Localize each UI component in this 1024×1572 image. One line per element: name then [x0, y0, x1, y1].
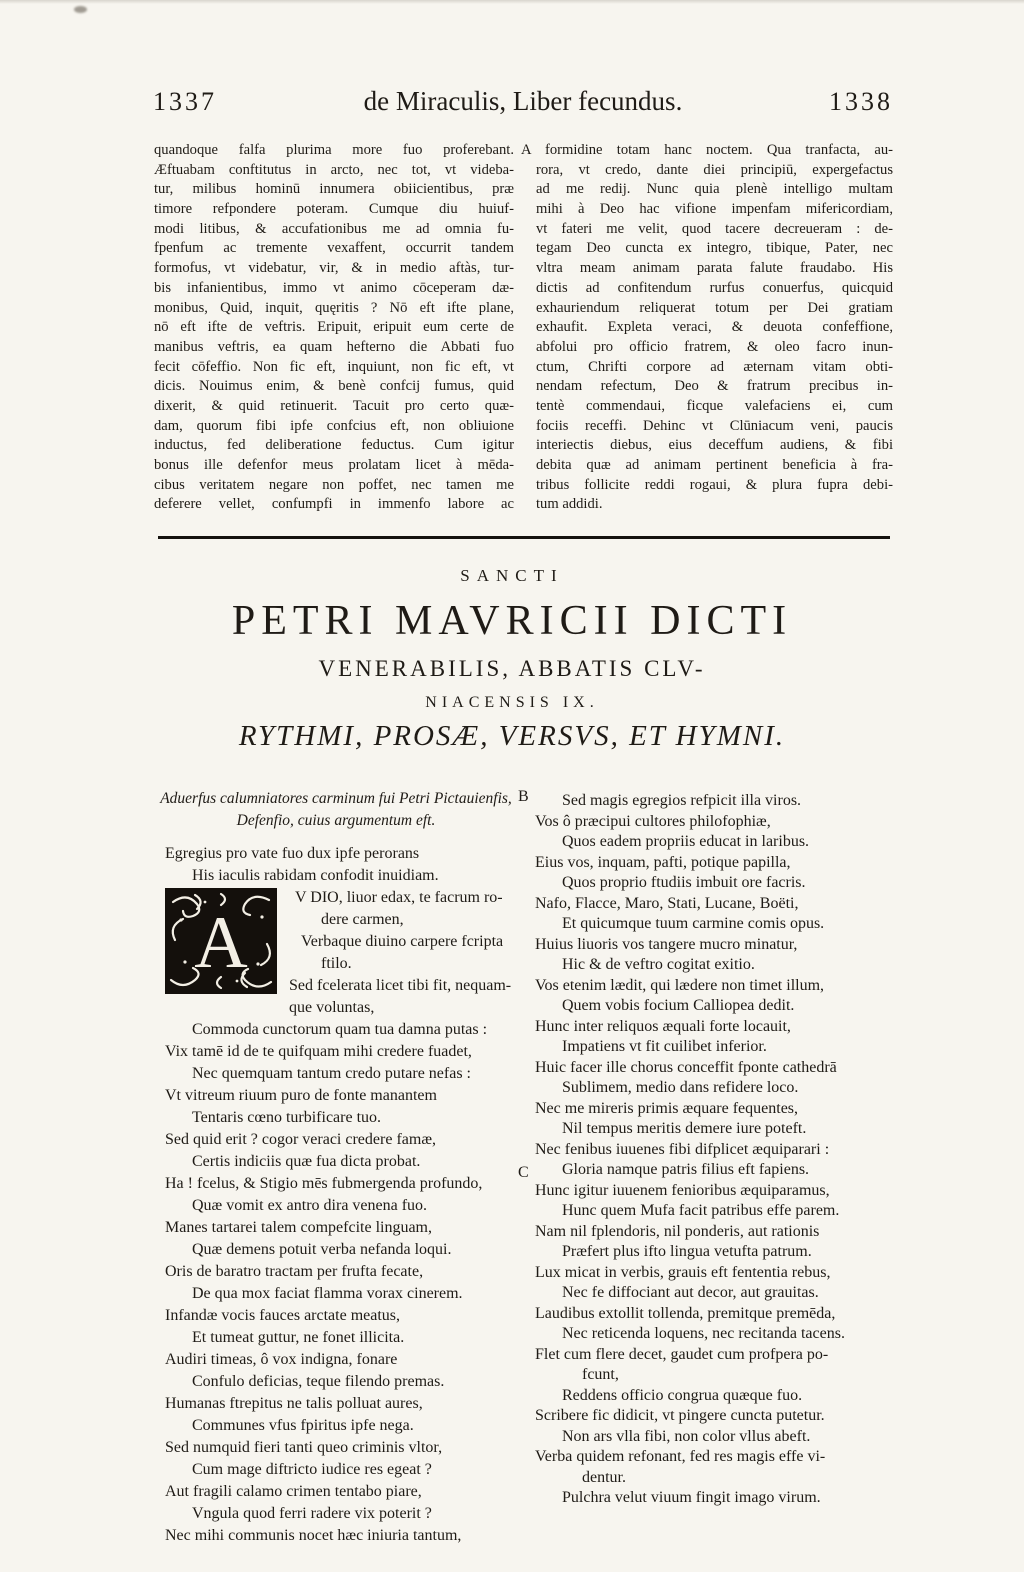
prose-line: tum addidi. [536, 496, 603, 513]
verse-line: Aut fragili calamo crimen tentabo piare, [165, 1483, 422, 1500]
poem-heading-line2: Defenfio, cuius argumentum eft. [236, 811, 436, 829]
scan-edge-shadow [0, 0, 1024, 4]
prose-column-right [521, 141, 893, 515]
verse-line: V DIO, liuor edax, te facrum ro- [295, 889, 503, 906]
verse-line: Sed fcelerata licet tibi fit, nequam- [289, 977, 512, 994]
verse-line: Quos proprio ftudiis imbuit ore facris. [562, 874, 806, 891]
verse-line: Huius liuoris vos tangere mucro minatur, [535, 935, 798, 953]
verse-line: Vt vitreum riuum puro de fonte manantem [165, 1087, 437, 1104]
prose-line: vt fateri me velit, quod tacere decreueram : de- [536, 220, 893, 237]
verse-line: Sublimem, medio dans refidere loco. [562, 1079, 799, 1096]
prose-line: monibus, Quid, inquit, quęritis ? Nō eft ifte plane, [154, 299, 514, 316]
verse-line: Vngula quod ferri radere vix poterit ? [192, 1505, 432, 1522]
section-divider-rule [158, 536, 890, 539]
prose-line: mihi à Deo hac vifione impenfam mifericordiam, [536, 201, 893, 218]
verse-line: ftilo. [321, 955, 352, 972]
verse-line: Pulchra velut viuum fingit imago virum. [562, 1489, 821, 1506]
verse-line: Vix tamē id de te quifquam mihi credere fuadet, [165, 1043, 472, 1060]
verse-line: Verba quidem refonant, fed res magis effe vi- [535, 1448, 826, 1465]
verse-line: Vos ô præcipui cultores philofophiæ, [535, 812, 771, 830]
verse-line: Commoda cunctorum quam tua damna putas : [192, 1021, 488, 1038]
verse-line: Non ars vlla fibi, non color vllus abeft. [562, 1427, 811, 1445]
prose-line: abfolui pro officio fratrem, & oleo facro inun- [536, 338, 893, 355]
verse-line: Nec reticenda loquens, nec recitanda tacens. [562, 1325, 845, 1342]
section-subtitle-italic: RYTHMI, PROSÆ, VERSVS, ET HYMNI. [238, 720, 786, 752]
prose-line: nendam refectum, Deo & fratrum precibus in- [536, 378, 893, 395]
verse-line: Flet cum flere decet, gaudet cum profpera po- [535, 1345, 829, 1363]
prose-line: formofus, vt videbatur, vir, & in medio aftàs, tur- [154, 260, 514, 277]
prose-line: tentè commendaui, ficque valefaciens ei, cum [536, 397, 893, 414]
prose-line: nō eft ifte de veftris. Eripuit, eripuit eum certe de [154, 319, 514, 336]
prose-line: dixerit, & quid retinuerit. Tacuit pro certo quæ- [154, 397, 514, 414]
verse-line: Scribere fic didicit, vt pingere cuncta putetur. [535, 1407, 825, 1424]
ornamental-initial-icon [165, 888, 277, 994]
prose-line: vltra meam animam parata falute fraudabo. His [536, 260, 893, 277]
prose-line: A formidine totam hanc noctem. Qua tranfacta, au- [521, 142, 893, 158]
prose-line: bonus ille defenfor meus prolatam licet à mēda- [154, 457, 514, 473]
verse-line: Vos etenim lædit, qui lædere non timet illum, [535, 976, 825, 994]
running-title: de Miraculis, Liber fecundus. [363, 86, 683, 116]
scan-artifact [74, 6, 87, 13]
prose-line: rora, vt credo, dante diei principiū, expergefactus [536, 161, 893, 178]
running-head [153, 86, 893, 117]
prose-line: fecit cōfeffio. Non fic eft, inquiunt, non fic eft, vt [154, 358, 514, 375]
prose-line: fpenfum ac tremente vexaffent, occurrit tandem [154, 240, 514, 257]
prose-line: modi litibus, & accufationibus me ad omnia fu- [154, 220, 514, 237]
prose-line: Æftuabam conftitutus in arcto, nec tot, vt videba- [154, 161, 514, 178]
verse-line: Communes vfus fpiritus ipfe nega. [192, 1417, 414, 1434]
prose-line: ad me redij. Nunc quia plenè intelligo multam [536, 181, 893, 198]
verse-line: Et quicumque tuum carmine comis opus. [562, 915, 825, 932]
verse-line: Et tumeat guttur, ne fonet illicita. [192, 1329, 405, 1346]
section-title-sub1: VENERABILIS, ABBATIS CLV- [318, 656, 706, 681]
prose-line: manibus veftris, ea quam hefterno die Abbati fuo [154, 338, 514, 355]
verse-line: Hic & de veftro cogitat exitio. [562, 956, 755, 973]
verse-line: Laudibus extollit tollenda, premitque premēda, [535, 1304, 836, 1322]
prose-line: tur, milibus hominū innumera obiicientibus, præ [154, 181, 514, 198]
verse-line: Præfert plus ifto lingua vetufta patrum. [562, 1243, 812, 1260]
verse-line: Tentaris cœno turbificare tuo. [192, 1109, 382, 1126]
verse-line: Nil tempus meritis demere iure poteft. [562, 1120, 807, 1137]
verse-line: fcunt, [582, 1366, 619, 1383]
section-title-sub2: NIACENSIS IX. [425, 694, 599, 711]
prose-line: dictis ad confitendum rurfus conuerfus, quicquid [536, 279, 893, 296]
prose-line: dicis. Nouimus enim, & benè confcij fumus, quid [154, 378, 514, 395]
verse-line: Nafo, Flacce, Maro, Stati, Lucane, Boëti, [535, 894, 799, 912]
verse-line: Audiri timeas, ô vox indigna, fonare [165, 1351, 398, 1368]
verse-column-right [535, 791, 895, 1509]
verse-line: Nec mihi communis nocet hæc iniuria tantum, [165, 1527, 462, 1544]
verse-line: Ha ! fcelus, & Stigio mēs fubmergenda profundo, [165, 1175, 483, 1192]
prose-line: cibus veritatem negare non poffet, nec tamen me [154, 476, 514, 493]
verse-line: Hunc igitur iuuenem fenioribus æquiparamus, [535, 1181, 830, 1199]
prose-line: exhaufit. Expleta veraci, & deuota confeffione, [536, 319, 893, 336]
verse-line: Sed numquid fieri tanti queo criminis vltor, [165, 1439, 443, 1456]
verse-line: Nec quemquam tantum credo putare nefas : [192, 1065, 471, 1082]
verse-line: Sed magis egregios refpicit illa viros. [562, 792, 802, 809]
verse-line: Hunc quem Mufa facit patribus effe parem. [562, 1202, 840, 1219]
prose-line: tribus follicite reddi rogaui, & plura fupra debi- [536, 476, 893, 493]
verse-line: De qua mox faciat flamma vorax cinerem. [192, 1285, 463, 1302]
prose-line: quandoque falfa plurima more fuo proferebant. [154, 142, 514, 158]
verse-line: Nec fenibus iuuenes fibi difplicet æquiparari : [535, 1140, 830, 1158]
verse-line: Nam nil fplendoris, nil ponderis, aut rationis [535, 1222, 820, 1240]
verse-line: Gloria namque patris filius eft fapiens. [562, 1161, 810, 1178]
poem-heading [150, 788, 522, 831]
folio-number-left: 1337 [153, 87, 217, 116]
poem-heading-line1: Aduerfus calumniatores carminum fui Petri Pictauienfis, [160, 790, 512, 807]
verse-line: Quæ demens potuit verba nefanda loqui. [192, 1241, 452, 1258]
prose-line: debita quæ ad animam pertinent beneficia à fra- [536, 457, 893, 473]
verse-line: dere carmen, [321, 911, 404, 928]
verse-line: Impatiens vt fit cuilibet inferior. [562, 1038, 767, 1055]
verse-line: Infandæ vocis fauces arctate meatus, [165, 1307, 401, 1324]
verse-line: Verbaque diuino carpere fcripta [301, 933, 504, 950]
section-title-main: PETRI MAVRICII DICTI [231, 598, 793, 644]
verse-line: dentur. [582, 1468, 626, 1486]
prose-line: tegam Deo cuncta ex integro, tibique, Pater, nec [536, 240, 893, 257]
verse-line: Egregius pro vate fuo dux ipfe perorans [165, 845, 420, 862]
verse-line: Reddens officio congrua quæque fuo. [562, 1386, 803, 1404]
verse-line: Certis indiciis quæ fua dicta probat. [192, 1153, 421, 1170]
verse-line: Lux micat in verbis, grauis eft fententia rebus, [535, 1263, 831, 1281]
section-title-sancti: SANCTI [460, 566, 564, 585]
verse-line: Quos eadem propriis educat in laribus. [562, 833, 810, 850]
prose-line: exhauriendum reliquerat totum per Dei gratiam [536, 299, 893, 316]
verse-line: Oris de baratro tractam per frufta fecate, [165, 1263, 424, 1280]
prose-line: fociis receffi. Dehinc vt Clūniacum veni, paucis [536, 417, 893, 434]
verse-line: Sed quid erit ? cogor veraci credere famæ, [165, 1131, 436, 1148]
verse-line: Quem vobis focium Calliopea dedit. [562, 997, 795, 1014]
initial-letter-a: A [194, 902, 248, 984]
margin-letter-c: C [518, 1164, 529, 1181]
verse-line: His iaculis rabidam confodit inuidiam. [192, 867, 439, 884]
verse-line: Nec fe diffociant aut decor, aut grauitas. [562, 1284, 819, 1301]
verse-line: Humanas ftrepitus ne talis polluat aures, [165, 1395, 423, 1412]
verse-line: que voluntas, [289, 999, 375, 1016]
verse-line: Eius vos, inquam, pafti, potique papilla, [535, 853, 791, 871]
prose-column-left [154, 141, 514, 515]
prose-line: bis infanientibus, immo vt animo cōceperam dæ- [154, 279, 514, 296]
verse-line: Nec me mireris primis æquare fequentes, [535, 1099, 799, 1117]
verse-line: Confulo deficias, teque filendo premas. [192, 1373, 445, 1390]
prose-line: interiectis diebus, eius deceffum audiens, & fibi [536, 437, 893, 454]
prose-line: inductus, fed deliberatione feductus. Cum igitur [154, 437, 514, 454]
prose-line: dam, quorum fibi ipfe confcius eft, non obliuione [154, 417, 514, 434]
margin-letter-b: B [518, 788, 529, 805]
verse-line: Cum mage diftricto iudice res egeat ? [192, 1461, 432, 1478]
verse-line: Hunc inter reliquos æquali forte locauit, [535, 1017, 791, 1035]
folio-number-right: 1338 [829, 87, 893, 116]
prose-line: timore refpondere poteram. Cumque diu huiuf- [154, 201, 514, 218]
verse-line: Quæ vomit ex antro dira venena fuo. [192, 1197, 428, 1214]
verse-line: Manes tartarei talem compefcite linguam, [165, 1219, 432, 1236]
prose-line: ctum, Chrifti corpore ad æternam vitam obti- [536, 358, 893, 375]
prose-line: deferere vellet, confumpfi in immenfo labore ac [154, 496, 514, 513]
verse-line: Huic facer ille chorus conceffit fponte cathedrā [535, 1058, 837, 1076]
